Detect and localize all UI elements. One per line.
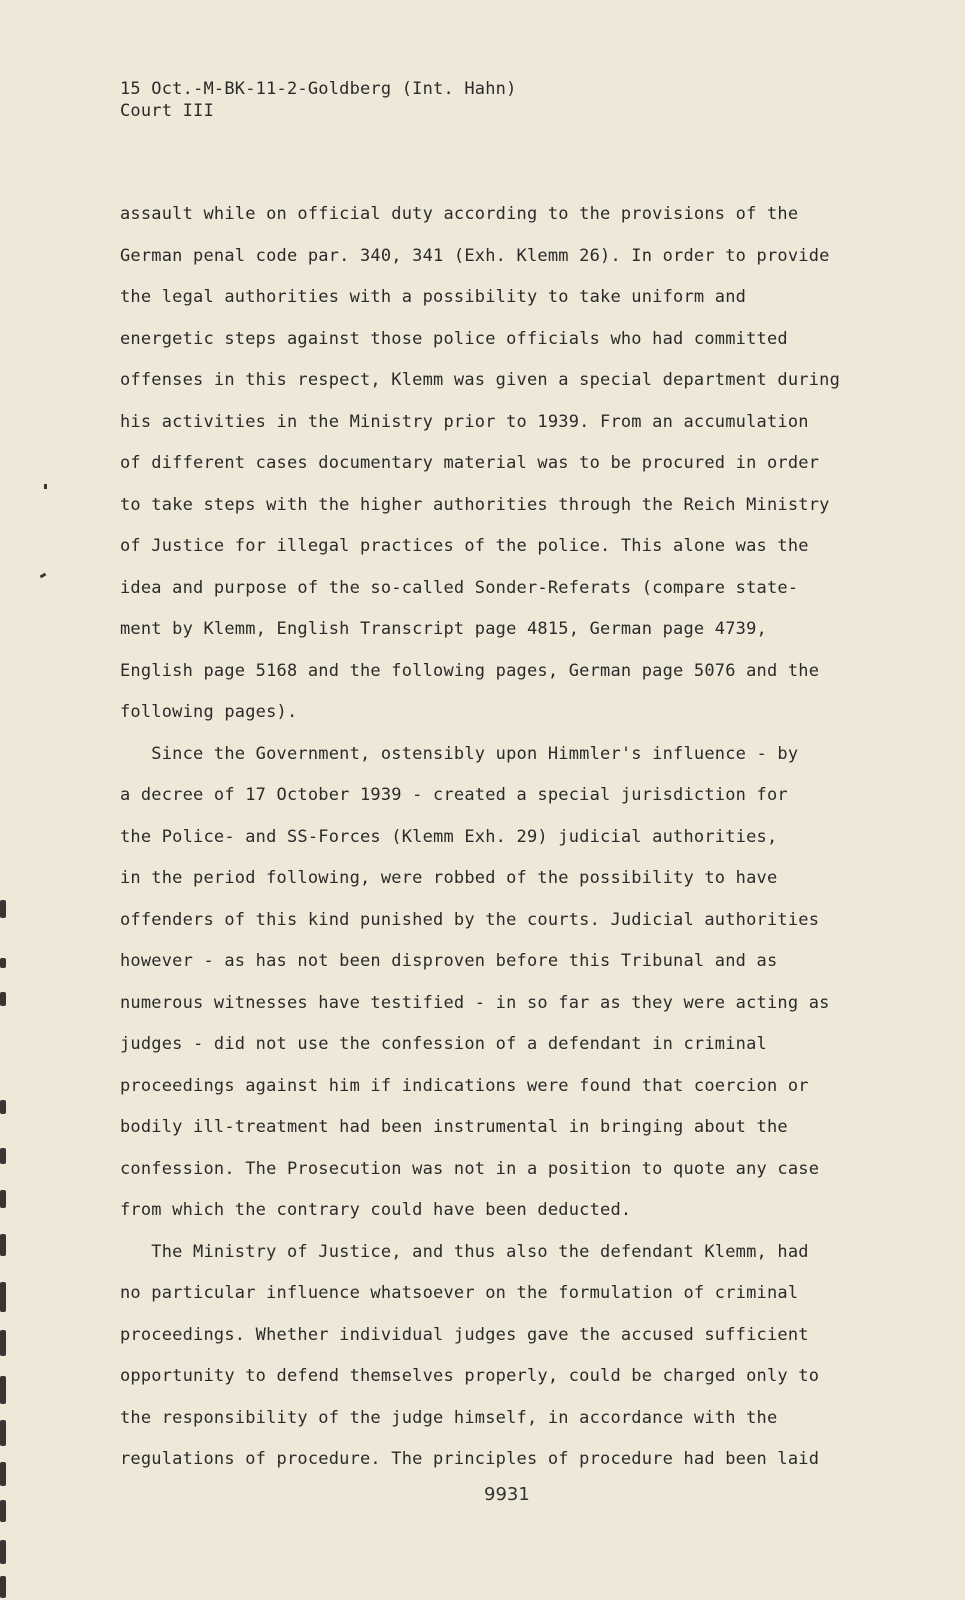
text-line: the Police- and SS-Forces (Klemm Exh. 29) judicial authorities, [120, 826, 778, 847]
text-line: the responsibility of the judge himself, in accordance with the [120, 1407, 778, 1428]
text-line: opportunity to defend themselves properly, could be charged only to [120, 1366, 820, 1386]
scan-mark [40, 573, 47, 579]
text-line: of Justice for illegal practices of the police. This alone was the [120, 536, 809, 556]
text-line: however - as has not been disproven before this Tribunal and as [120, 951, 778, 971]
text-line: Since the Government, ostensibly upon Himmler's influence - by [120, 743, 799, 764]
text-line: judges - did not use the confession of a defendant in criminal [120, 1034, 767, 1054]
page-number: 9931 [484, 1484, 530, 1505]
document-header [120, 78, 517, 122]
text-line: The Ministry of Justice, and thus also the defendant Klemm, had [120, 1241, 809, 1262]
text-line: offenses in this respect, Klemm was given a special department during [120, 370, 841, 390]
text-line: his activities in the Ministry prior to 1939. From an accumulation [120, 411, 809, 432]
text-line: following pages). [120, 702, 298, 722]
text-line: energetic steps against those police officials who had committed [120, 328, 788, 349]
text-line: confession. The Prosecution was not in a position to quote any case [120, 1158, 820, 1179]
text-line: idea and purpose of the so-called Sonder-Referats (compare state- [120, 577, 799, 598]
text-line: of different cases documentary material was to be procured in order [120, 453, 820, 473]
text-line: no particular influence whatsoever on the formulation of criminal [120, 1283, 799, 1303]
text-line: English page 5168 and the following pages, German page 5076 and the [120, 660, 820, 681]
text-line: bodily ill-treatment had been instrumental in bringing about the [120, 1117, 788, 1137]
text-line: proceedings against him if indications were found that coercion or [120, 1075, 809, 1096]
text-line: to take steps with the higher authorities through the Reich Ministry [120, 494, 830, 515]
text-line: from which the contrary could have been deducted. [120, 1200, 632, 1220]
scan-mark [44, 484, 47, 489]
text-line: proceedings. Whether individual judges gave the accused sufficient [120, 1324, 809, 1345]
text-line: numerous witnesses have testified - in so far as they were acting as [120, 992, 830, 1013]
text-line: ment by Klemm, English Transcript page 4815, German page 4739, [120, 619, 767, 639]
text-line: German penal code par. 340, 341 (Exh. Klemm 26). In order to provide [120, 245, 830, 266]
text-line: a decree of 17 October 1939 - created a special jurisdiction for [120, 785, 788, 805]
header-court: Court III [120, 101, 214, 121]
text-line: the legal authorities with a possibility to take uniform and [120, 287, 747, 307]
text-line: assault while on official duty according to the provisions of the [120, 204, 799, 224]
transcript-body [120, 203, 855, 1490]
header-reference: 15 Oct.-M-BK-11-2-Goldberg (Int. Hahn) [120, 79, 517, 99]
binding-edge-marks [0, 900, 8, 1600]
text-line: offenders of this kind punished by the courts. Judicial authorities [120, 909, 820, 930]
text-line: in the period following, were robbed of the possibility to have [120, 868, 778, 888]
text-line: regulations of procedure. The principles of procedure had been laid [120, 1449, 820, 1469]
